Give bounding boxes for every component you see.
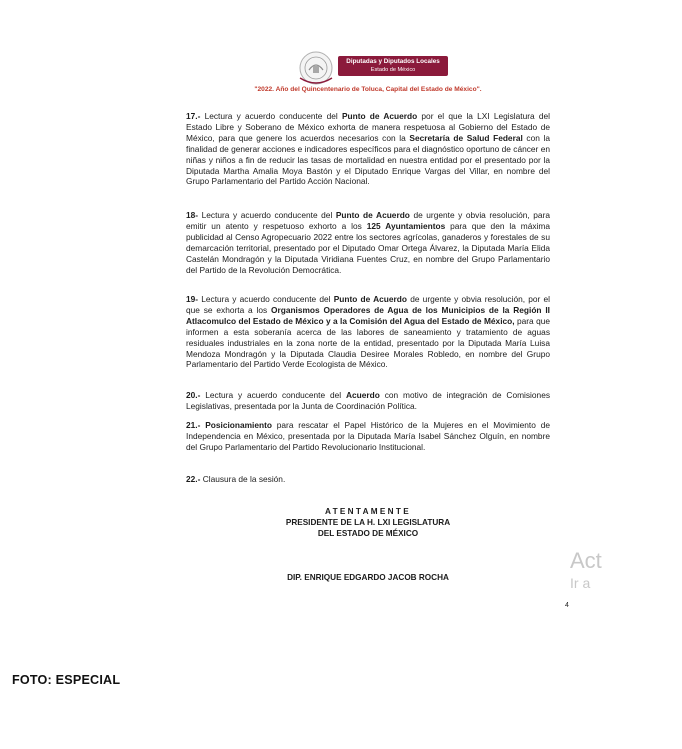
item-plain-text: con la finalidad de generar acciones e indicadores específicos para el diagnóstico oportuno de cáncer en niñas y niños a fin de reducir las tasas de mortalidad en nuestra entidad por el presentado por la Diputada Martha Amalia Moya Bastón y el Diputado Enrique Vargas del Villar, en nombre del Grupo Parlamentario del Partido Acción Nacional.: [186, 132, 551, 187]
agenda-item-17: [186, 111, 550, 187]
agenda-item-19: [186, 294, 550, 370]
signature-title-line2: DEL ESTADO DE MÉXICO: [317, 529, 419, 538]
item-bold-text: Punto de Acuerdo: [335, 210, 410, 220]
legislature-header: [298, 50, 448, 84]
item-bold-text: Posicionamiento: [205, 420, 272, 430]
item-number: 18-: [186, 210, 199, 220]
watermark-line1: Act: [570, 548, 602, 573]
item-plain-text: Lectura y acuerdo conducente del: [200, 111, 342, 121]
item-bold-text: Punto de Acuerdo: [333, 294, 407, 304]
item-plain-text: Lectura y acuerdo conducente del: [198, 210, 336, 220]
legislature-seal-icon: [298, 50, 334, 86]
item-number: 21.-: [186, 420, 201, 430]
item-text: [186, 390, 550, 411]
item-plain-text: de urgente y obvia resolución, por el que se exhorta a los: [186, 294, 550, 315]
badge-subtitle: Estado de México: [370, 67, 416, 73]
item-number: 22.-: [186, 474, 201, 484]
signature-title-line1: PRESIDENTE DE LA H. LXI LEGISLATURA: [285, 518, 451, 527]
item-text: [186, 294, 550, 369]
agenda-item-20: [186, 390, 550, 412]
item-plain-text: Clausura de la sesión.: [200, 474, 286, 484]
item-bold-text: Acuerdo: [346, 390, 380, 400]
legislature-badge: [338, 56, 448, 76]
item-bold-text: Punto de Acuerdo: [341, 111, 418, 121]
watermark-line2: Ir a: [570, 575, 591, 591]
item-text: [186, 111, 550, 186]
photo-caption: FOTO: ESPECIAL: [12, 673, 121, 687]
item-number: 19-: [186, 294, 199, 304]
item-plain-text: con motivo de integración de Comisiones Legislativas, presentada por la Junta de Coordinación Política.: [186, 390, 551, 411]
item-text: [186, 420, 550, 452]
item-bold-text: 125 Ayuntamientos: [366, 220, 446, 231]
signature-atentamente: ATENTAMENTE: [325, 507, 411, 516]
year-motto: "2022. Año del Quincentenario de Toluca, Capital del Estado de México".: [254, 86, 482, 93]
item-plain-text: por el que la LXI Legislatura del Estado Libre y Soberano de México exhorta de manera respetuosa al Gobierno del Estado de México, para que genere los acuerdos necesarios con la: [186, 111, 550, 143]
agenda-item-22: [186, 474, 550, 485]
item-plain-text: para que informen a esta soberanía acerca de las labores de saneamiento y tratamiento de aguas residuales industriales en la zona norte de la entidad, presentado por la Diputada María Luisa Mendoza Mondragón y la Diputada Claudia Desiree Morales Robledo, en nombre del Grupo Parlamentario del Partido Verde Ecologista de México.: [186, 315, 550, 370]
item-bold-text: Secretaría de Salud Federal: [409, 132, 523, 143]
badge-title: Diputadas y Diputados Locales: [346, 58, 440, 65]
page-number: 4: [565, 602, 569, 609]
agenda-item-18: [186, 210, 550, 275]
item-text: [186, 210, 550, 275]
item-plain-text: Lectura y acuerdo conducente del: [198, 294, 334, 304]
agenda-item-21: [186, 420, 550, 453]
item-number: 20.-: [186, 390, 201, 400]
signatory-name: DIP. ENRIQUE EDGARDO JACOB ROCHA: [287, 573, 449, 582]
item-plain-text: Lectura y acuerdo conducente del: [200, 390, 346, 400]
document-page: [186, 0, 550, 640]
item-bold-text: Organismos Operadores de Agua de los Municipios de la Región II Atlacomulco del Estado de México y a la Comisión del Agua del Estado de México,: [186, 304, 550, 326]
item-text: [200, 474, 285, 484]
item-plain-text: para que den la máxima publicidad al Censo Agropecuario 2022 entre los sectores agrícolas, ganaderos y forestales de su demarcación territorial, presentado por el Diputado Omar Ortega Álvarez, la Diputada María Elida Castelán Mondragón y la Diputada Viridiana Fuentes Cruz, en nombre del Grupo Parlamentario del Partido de la Revolución Democrática.: [186, 220, 550, 275]
item-number: 17.-: [186, 111, 201, 121]
item-plain-text: para rescatar el Papel Histórico de la Mujeres en el Movimiento de Independencia en México, presentada por la Diputada María Isabel Sánchez Olguín, en nombre del Grupo Parlamentario del Partido Revolucionario Institucional.: [186, 420, 550, 452]
item-plain-text: de urgente y obvia resolución, para emitir un atento y respetuoso exhorto a los: [186, 210, 550, 231]
activate-windows-watermark: [570, 548, 602, 592]
